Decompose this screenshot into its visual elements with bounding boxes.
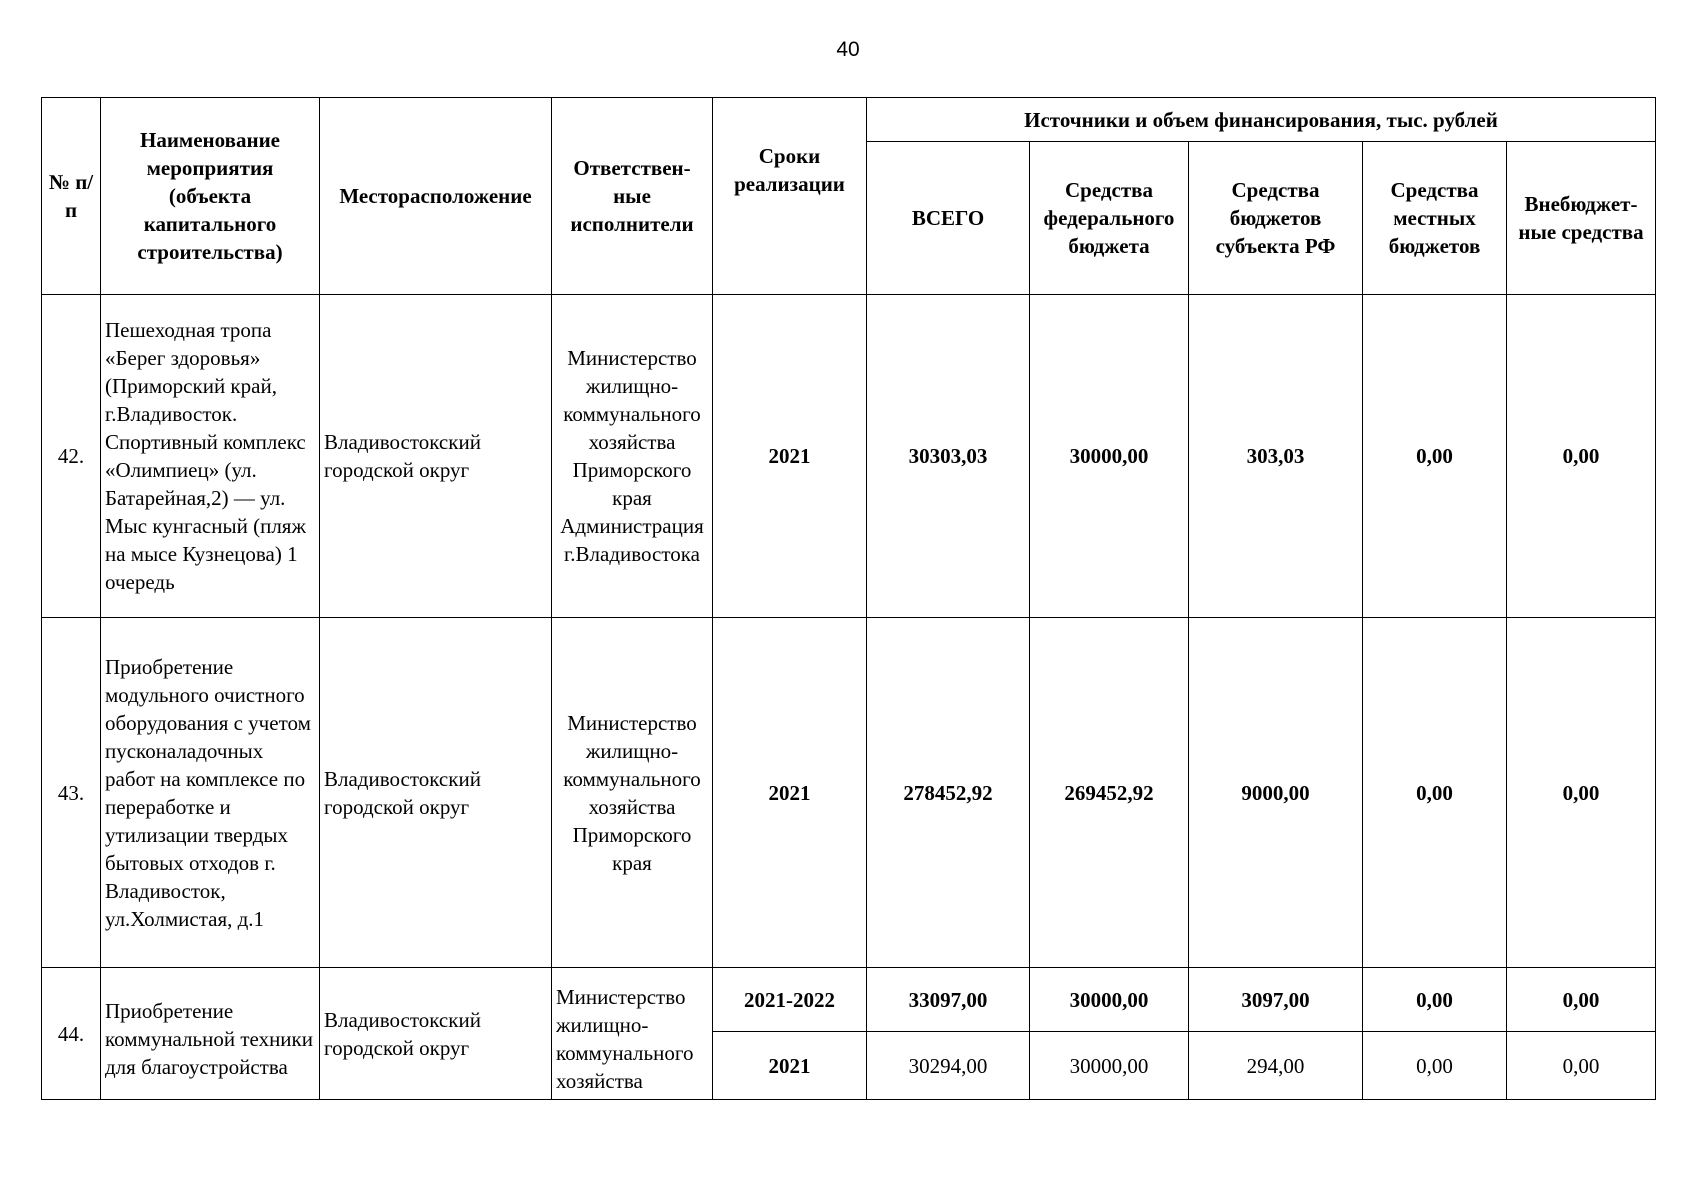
row-local: 0,00 bbox=[1363, 1032, 1507, 1100]
header-federal: Средства федерального бюджета bbox=[1030, 142, 1189, 295]
header-name: Наименование мероприятия (объекта капитального строительства) bbox=[101, 98, 320, 295]
row-total: 278452,92 bbox=[867, 618, 1030, 968]
page-number: 40 bbox=[836, 38, 860, 61]
header-extra: Внебюджет-ные средства bbox=[1507, 142, 1656, 295]
row-period: 2021 bbox=[713, 295, 867, 618]
row-subject: 9000,00 bbox=[1189, 618, 1363, 968]
row-federal: 269452,92 bbox=[1030, 618, 1189, 968]
row-responsible: Министерство жилищно-коммунального хозяйства Приморского края bbox=[552, 618, 713, 968]
row-extra: 0,00 bbox=[1507, 618, 1656, 968]
row-responsible: Министерство жилищно-коммунального хозяйства Приморского края Администрация г.Владивостока bbox=[552, 295, 713, 618]
row-period: 2021-2022 bbox=[713, 968, 867, 1032]
row-extra: 0,00 bbox=[1507, 1032, 1656, 1100]
row-number: 44. bbox=[42, 968, 101, 1100]
row-location: Владивостокский городской округ bbox=[320, 618, 552, 968]
row-federal: 30000,00 bbox=[1030, 295, 1189, 618]
row-name: Приобретение модульного очистного оборудования с учетом пусконаладочных работ на комплексе по переработке и утилизации твердых бытовых отходов г. Владивосток, ул.Холмистая, д.1 bbox=[101, 618, 320, 968]
table-row bbox=[42, 295, 1656, 618]
row-federal: 30000,00 bbox=[1030, 968, 1189, 1032]
row-location: Владивостокский городской округ bbox=[320, 295, 552, 618]
row-responsible: Министерство жилищно-коммунального хозяйства bbox=[552, 968, 713, 1100]
table-row bbox=[42, 618, 1656, 968]
row-location: Владивостокский городской округ bbox=[320, 968, 552, 1100]
row-federal: 30000,00 bbox=[1030, 1032, 1189, 1100]
row-local: 0,00 bbox=[1363, 968, 1507, 1032]
row-total: 30294,00 bbox=[867, 1032, 1030, 1100]
table-row bbox=[42, 968, 1656, 1032]
header-subject: Средства бюджетов субъекта РФ bbox=[1189, 142, 1363, 295]
financing-table bbox=[41, 97, 1656, 1100]
row-period: 2021 bbox=[713, 1032, 867, 1100]
row-period: 2021 bbox=[713, 618, 867, 968]
header-responsible: Ответствен-ные исполнители bbox=[552, 98, 713, 295]
header-location: Месторасположение bbox=[320, 98, 552, 295]
row-name: Приобретение коммунальной техники для благоустройства bbox=[101, 968, 320, 1100]
row-local: 0,00 bbox=[1363, 618, 1507, 968]
header-local: Средства местных бюджетов bbox=[1363, 142, 1507, 295]
header-total: ВСЕГО bbox=[867, 142, 1030, 295]
header-no: № п/п bbox=[42, 98, 101, 295]
row-number: 43. bbox=[42, 618, 101, 968]
header-period: Сроки реализации bbox=[713, 98, 867, 295]
row-extra: 0,00 bbox=[1507, 968, 1656, 1032]
row-subject: 303,03 bbox=[1189, 295, 1363, 618]
header-financing-group: Источники и объем финансирования, тыс. рублей bbox=[867, 98, 1656, 142]
row-subject: 294,00 bbox=[1189, 1032, 1363, 1100]
row-total: 33097,00 bbox=[867, 968, 1030, 1032]
row-local: 0,00 bbox=[1363, 295, 1507, 618]
row-total: 30303,03 bbox=[867, 295, 1030, 618]
row-name: Пешеходная тропа «Берег здоровья» (Приморский край, г.Владивосток. Спортивный комплекс «Олимпиец» (ул. Батарейная,2) — ул. Мыс кунгасный (пляж на мысе Кузнецова) 1 очередь bbox=[101, 295, 320, 618]
row-subject: 3097,00 bbox=[1189, 968, 1363, 1032]
header-row-1 bbox=[42, 98, 1656, 142]
row-extra: 0,00 bbox=[1507, 295, 1656, 618]
row-number: 42. bbox=[42, 295, 101, 618]
